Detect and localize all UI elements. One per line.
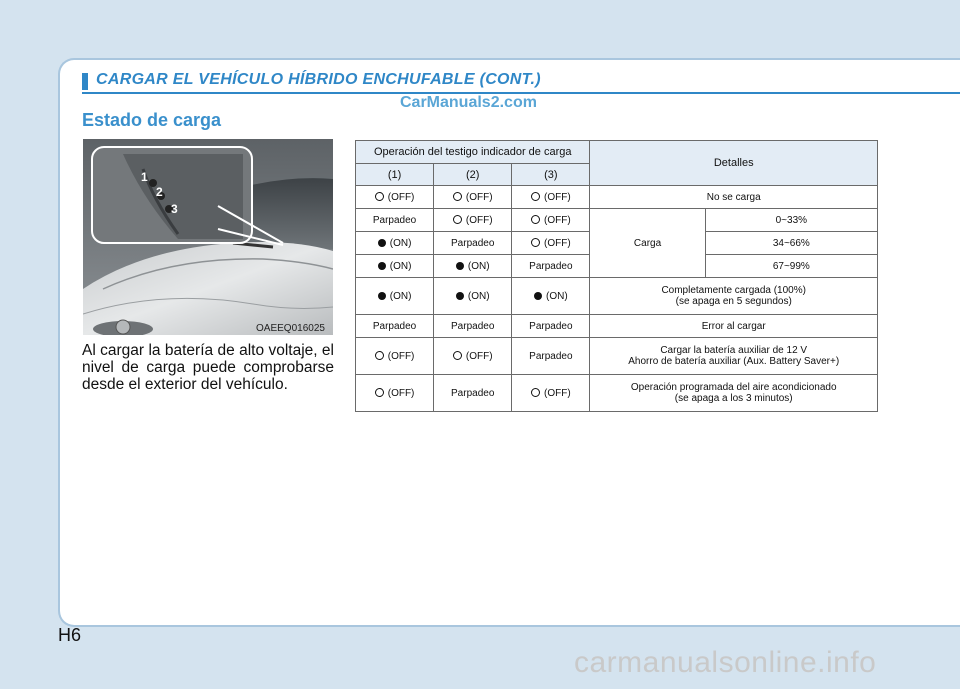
cell bbox=[512, 375, 590, 412]
cell-text: (ON) bbox=[389, 260, 412, 272]
detail-line-2: Ahorro de batería auxiliar (Aux. Battery Saver+) bbox=[628, 356, 840, 367]
header-details: Detalles bbox=[590, 141, 878, 186]
on-dot-icon bbox=[378, 292, 386, 300]
off-circle-icon bbox=[531, 192, 540, 201]
cell-text: (OFF) bbox=[465, 350, 493, 362]
cell-text: (OFF) bbox=[544, 214, 571, 226]
on-dot-icon bbox=[534, 292, 542, 300]
off-circle-icon bbox=[453, 215, 462, 224]
page-number: H6 bbox=[58, 625, 82, 645]
cell: Parpadeo bbox=[356, 315, 434, 338]
cell-text: (OFF) bbox=[387, 350, 415, 362]
cell bbox=[434, 338, 512, 375]
detail-line-1: Cargar la batería auxiliar de 12 V bbox=[660, 345, 808, 356]
vehicle-photo bbox=[83, 139, 333, 335]
detail-line-2: (se apaga en 5 segundos) bbox=[675, 296, 792, 307]
cell-text: (OFF) bbox=[544, 237, 571, 249]
cell bbox=[356, 255, 434, 278]
callout-2: 2 bbox=[156, 185, 163, 199]
vehicle-illustration bbox=[83, 139, 333, 335]
cell: Parpadeo bbox=[512, 338, 590, 375]
header-col-1: (1) bbox=[356, 164, 434, 186]
cell-text: (ON) bbox=[389, 290, 412, 302]
detail-cell: 34~66% bbox=[705, 232, 877, 255]
cell bbox=[356, 338, 434, 375]
charge-status-table bbox=[355, 140, 878, 412]
cell bbox=[434, 278, 512, 315]
detail-line-1: Operación programada del aire acondicionado bbox=[630, 382, 837, 393]
detail-cell bbox=[590, 338, 878, 375]
off-circle-icon bbox=[375, 388, 384, 397]
cell: Parpadeo bbox=[356, 209, 434, 232]
off-circle-icon bbox=[375, 192, 384, 201]
cell-text: (OFF) bbox=[387, 191, 415, 203]
cell: Parpadeo bbox=[434, 232, 512, 255]
table-row bbox=[356, 338, 878, 375]
header-indicator-operation: Operación del testigo indicador de carga bbox=[356, 141, 590, 164]
detail-cell: 0~33% bbox=[705, 209, 877, 232]
header-title: CARGAR EL VEHÍCULO HÍBRIDO ENCHUFABLE (CONT.) bbox=[96, 71, 541, 88]
detail-cell: Error al cargar bbox=[590, 315, 878, 338]
callout-3: 3 bbox=[171, 202, 178, 216]
table-row bbox=[356, 186, 878, 209]
table-row bbox=[356, 278, 878, 315]
cell: Parpadeo bbox=[512, 315, 590, 338]
cell-text: (OFF) bbox=[465, 191, 493, 203]
header-col-3: (3) bbox=[512, 164, 590, 186]
cell-text: (OFF) bbox=[544, 387, 571, 399]
cell bbox=[356, 278, 434, 315]
cell: Parpadeo bbox=[434, 315, 512, 338]
cell bbox=[356, 232, 434, 255]
section-title: Estado de carga bbox=[82, 110, 222, 130]
cell bbox=[434, 255, 512, 278]
detail-cell bbox=[590, 278, 878, 315]
cell bbox=[512, 209, 590, 232]
off-circle-icon bbox=[453, 351, 462, 360]
detail-cell: No se carga bbox=[590, 186, 878, 209]
on-dot-icon bbox=[378, 239, 386, 247]
cell-text: (OFF) bbox=[544, 191, 571, 203]
off-circle-icon bbox=[453, 192, 462, 201]
cell bbox=[356, 375, 434, 412]
on-dot-icon bbox=[378, 262, 386, 270]
detail-line-2: (se apaga a los 3 minutos) bbox=[674, 393, 793, 404]
cell-text: (OFF) bbox=[387, 387, 415, 399]
image-code: OAEEQ016025 bbox=[256, 323, 325, 334]
table-row bbox=[356, 209, 878, 232]
cell-text: (OFF) bbox=[465, 214, 493, 226]
cell bbox=[434, 209, 512, 232]
callout-1: 1 bbox=[141, 170, 148, 184]
off-circle-icon bbox=[531, 215, 540, 224]
detail-cell: 67~99% bbox=[705, 255, 877, 278]
header-col-2: (2) bbox=[434, 164, 512, 186]
table-row bbox=[356, 315, 878, 338]
footer-watermark: carmanualsonline.info bbox=[574, 646, 877, 679]
off-circle-icon bbox=[531, 238, 540, 247]
detail-cell bbox=[590, 375, 878, 412]
cell bbox=[434, 186, 512, 209]
cell-text: (ON) bbox=[389, 237, 412, 249]
table-row bbox=[356, 375, 878, 412]
on-dot-icon bbox=[456, 292, 464, 300]
cell bbox=[356, 186, 434, 209]
cell: Parpadeo bbox=[434, 375, 512, 412]
cell: Parpadeo bbox=[512, 255, 590, 278]
top-watermark: CarManuals2.com bbox=[400, 94, 537, 111]
on-dot-icon bbox=[456, 262, 464, 270]
cell bbox=[512, 232, 590, 255]
cell-text: (ON) bbox=[467, 290, 490, 302]
cell bbox=[512, 278, 590, 315]
cell-text: (ON) bbox=[467, 260, 490, 272]
cell-text: (ON) bbox=[546, 290, 568, 302]
charge-label-cell: Carga bbox=[590, 209, 705, 278]
cell bbox=[512, 186, 590, 209]
header-accent-bar bbox=[82, 73, 88, 90]
off-circle-icon bbox=[531, 388, 540, 397]
detail-line-1: Completamente cargada (100%) bbox=[661, 285, 806, 296]
body-paragraph: Al cargar la batería de alto voltaje, el nivel de carga puede comprobarse desde el exterior del vehículo. bbox=[82, 342, 334, 393]
off-circle-icon bbox=[375, 351, 384, 360]
table-header-row bbox=[356, 141, 878, 164]
